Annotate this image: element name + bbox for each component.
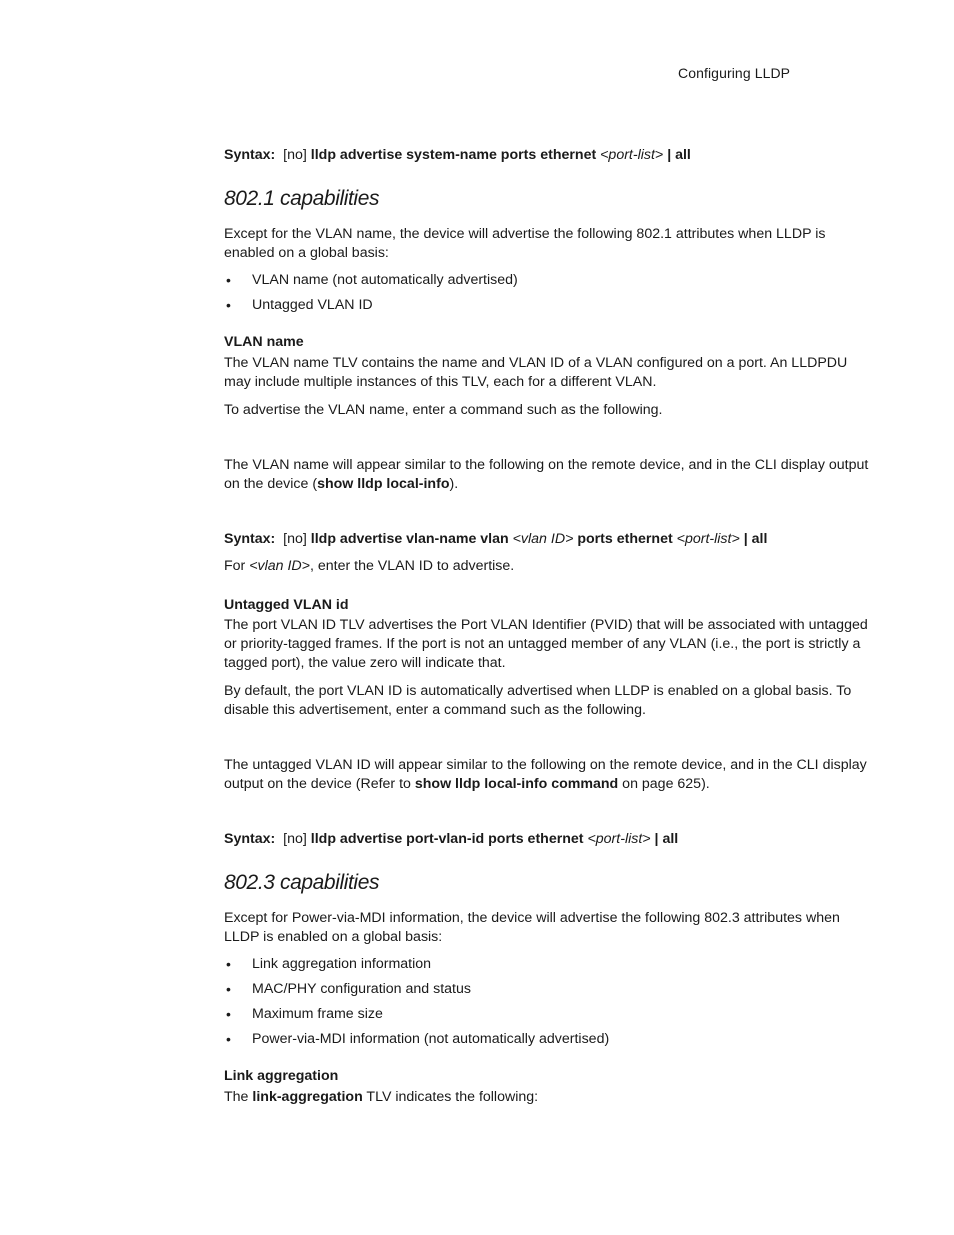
inline-command: link-aggregation [252, 1089, 363, 1105]
syntax-param: <port-list> [600, 147, 664, 163]
syntax-command: lldp advertise vlan-name vlan [310, 531, 509, 547]
syntax-no: [no] [283, 147, 307, 163]
bullet-icon: • [226, 956, 231, 972]
syntax-command: lldp advertise system-name ports ethernet [310, 147, 597, 163]
bullet-icon: • [226, 297, 231, 313]
subheading-vlan-name: VLAN name [224, 334, 304, 350]
list-item: • Link aggregation information [226, 956, 432, 972]
list-item: • Power-via-MDI information (not automatically advertised) [226, 1031, 610, 1047]
list-item: • MAC/PHY configuration and status [226, 981, 471, 997]
link-aggregation-para: The link-aggregation TLV indicates the following: [224, 1089, 539, 1105]
inline-command: show lldp local-info command [414, 776, 619, 792]
vlan-name-para2: To advertise the VLAN name, enter a command such as the following. [224, 402, 663, 418]
vlan-name-para1: The VLAN name TLV contains the name and VLAN ID of a VLAN configured on a port. An LLDPDU may include multiple instances of this TLV, each for a different VLAN. [224, 355, 848, 390]
list-item: • Maximum frame size [226, 1006, 383, 1022]
syntax-port-vlan-id [224, 830, 874, 849]
syntax-label: Syntax: [224, 831, 276, 847]
syntax-command: lldp advertise port-vlan-id ports ethernet [310, 831, 584, 847]
vlan-name-para3: The VLAN name will appear similar to the following on the remote device, and in the CLI display output on the device (show lldp local-info). [224, 457, 869, 492]
subheading-link-aggregation: Link aggregation [224, 1068, 339, 1084]
list-item: • VLAN name (not automatically advertised) [226, 272, 518, 288]
subheading-untagged-vlan: Untagged VLAN id [224, 597, 349, 613]
untagged-vlan-para3: The untagged VLAN ID will appear similar to the following on the remote device, and in the CLI display output on the device (Refer to show lldp local-info command on page 625). [224, 757, 867, 792]
syntax-label: Syntax: [224, 147, 276, 163]
section-8021-intro: Except for the VLAN name, the device will advertise the following 802.1 attributes when LLDP is enabled on a global basis: [224, 226, 826, 261]
bullet-icon: • [226, 1031, 231, 1047]
section-title-8023: 802.3 capabilities [224, 871, 380, 894]
bullet-icon: • [226, 272, 231, 288]
section-8023-intro: Except for Power-via-MDI information, the device will advertise the following 802.3 attributes when LLDP is enabled on a global basis: [224, 910, 840, 945]
syntax-command: ports ethernet [577, 531, 673, 547]
bullet-icon: • [226, 981, 231, 997]
bullet-list-8023 [224, 955, 874, 1049]
running-header: Configuring LLDP [678, 65, 791, 81]
syntax-param: <port-list> [676, 531, 740, 547]
vlan-id-note: For <vlan ID>, enter the VLAN ID to advertise. [224, 558, 515, 574]
syntax-system-name [224, 146, 874, 165]
untagged-vlan-para2: By default, the port VLAN ID is automatically advertised when LLDP is enabled on a global basis. To disable this advertisement, enter a command such as the following. [224, 683, 852, 718]
syntax-vlan-name [224, 530, 874, 549]
bullet-list-8021 [224, 271, 874, 315]
section-title-8021: 802.1 capabilities [224, 187, 380, 210]
syntax-tail: | all [654, 831, 679, 847]
syntax-no: [no] [283, 531, 307, 547]
syntax-no: [no] [283, 831, 307, 847]
syntax-tail: | all [667, 147, 691, 163]
list-item: • Untagged VLAN ID [226, 297, 373, 313]
untagged-vlan-para1: The port VLAN ID TLV advertises the Port VLAN Identifier (PVID) that will be associated with untagged or priority-tagged frames. If the port is not an untagged member of any VLAN (i.e., the port is strictly a tagged port), the value zero will indicate that. [224, 617, 868, 671]
syntax-label: Syntax: [224, 531, 276, 547]
bullet-icon: • [226, 1006, 231, 1022]
inline-command: show lldp local-info [317, 476, 450, 492]
syntax-tail: | all [743, 531, 768, 547]
syntax-param: <vlan ID> [512, 531, 574, 547]
page-content [224, 146, 874, 1107]
syntax-param: <port-list> [587, 831, 651, 847]
